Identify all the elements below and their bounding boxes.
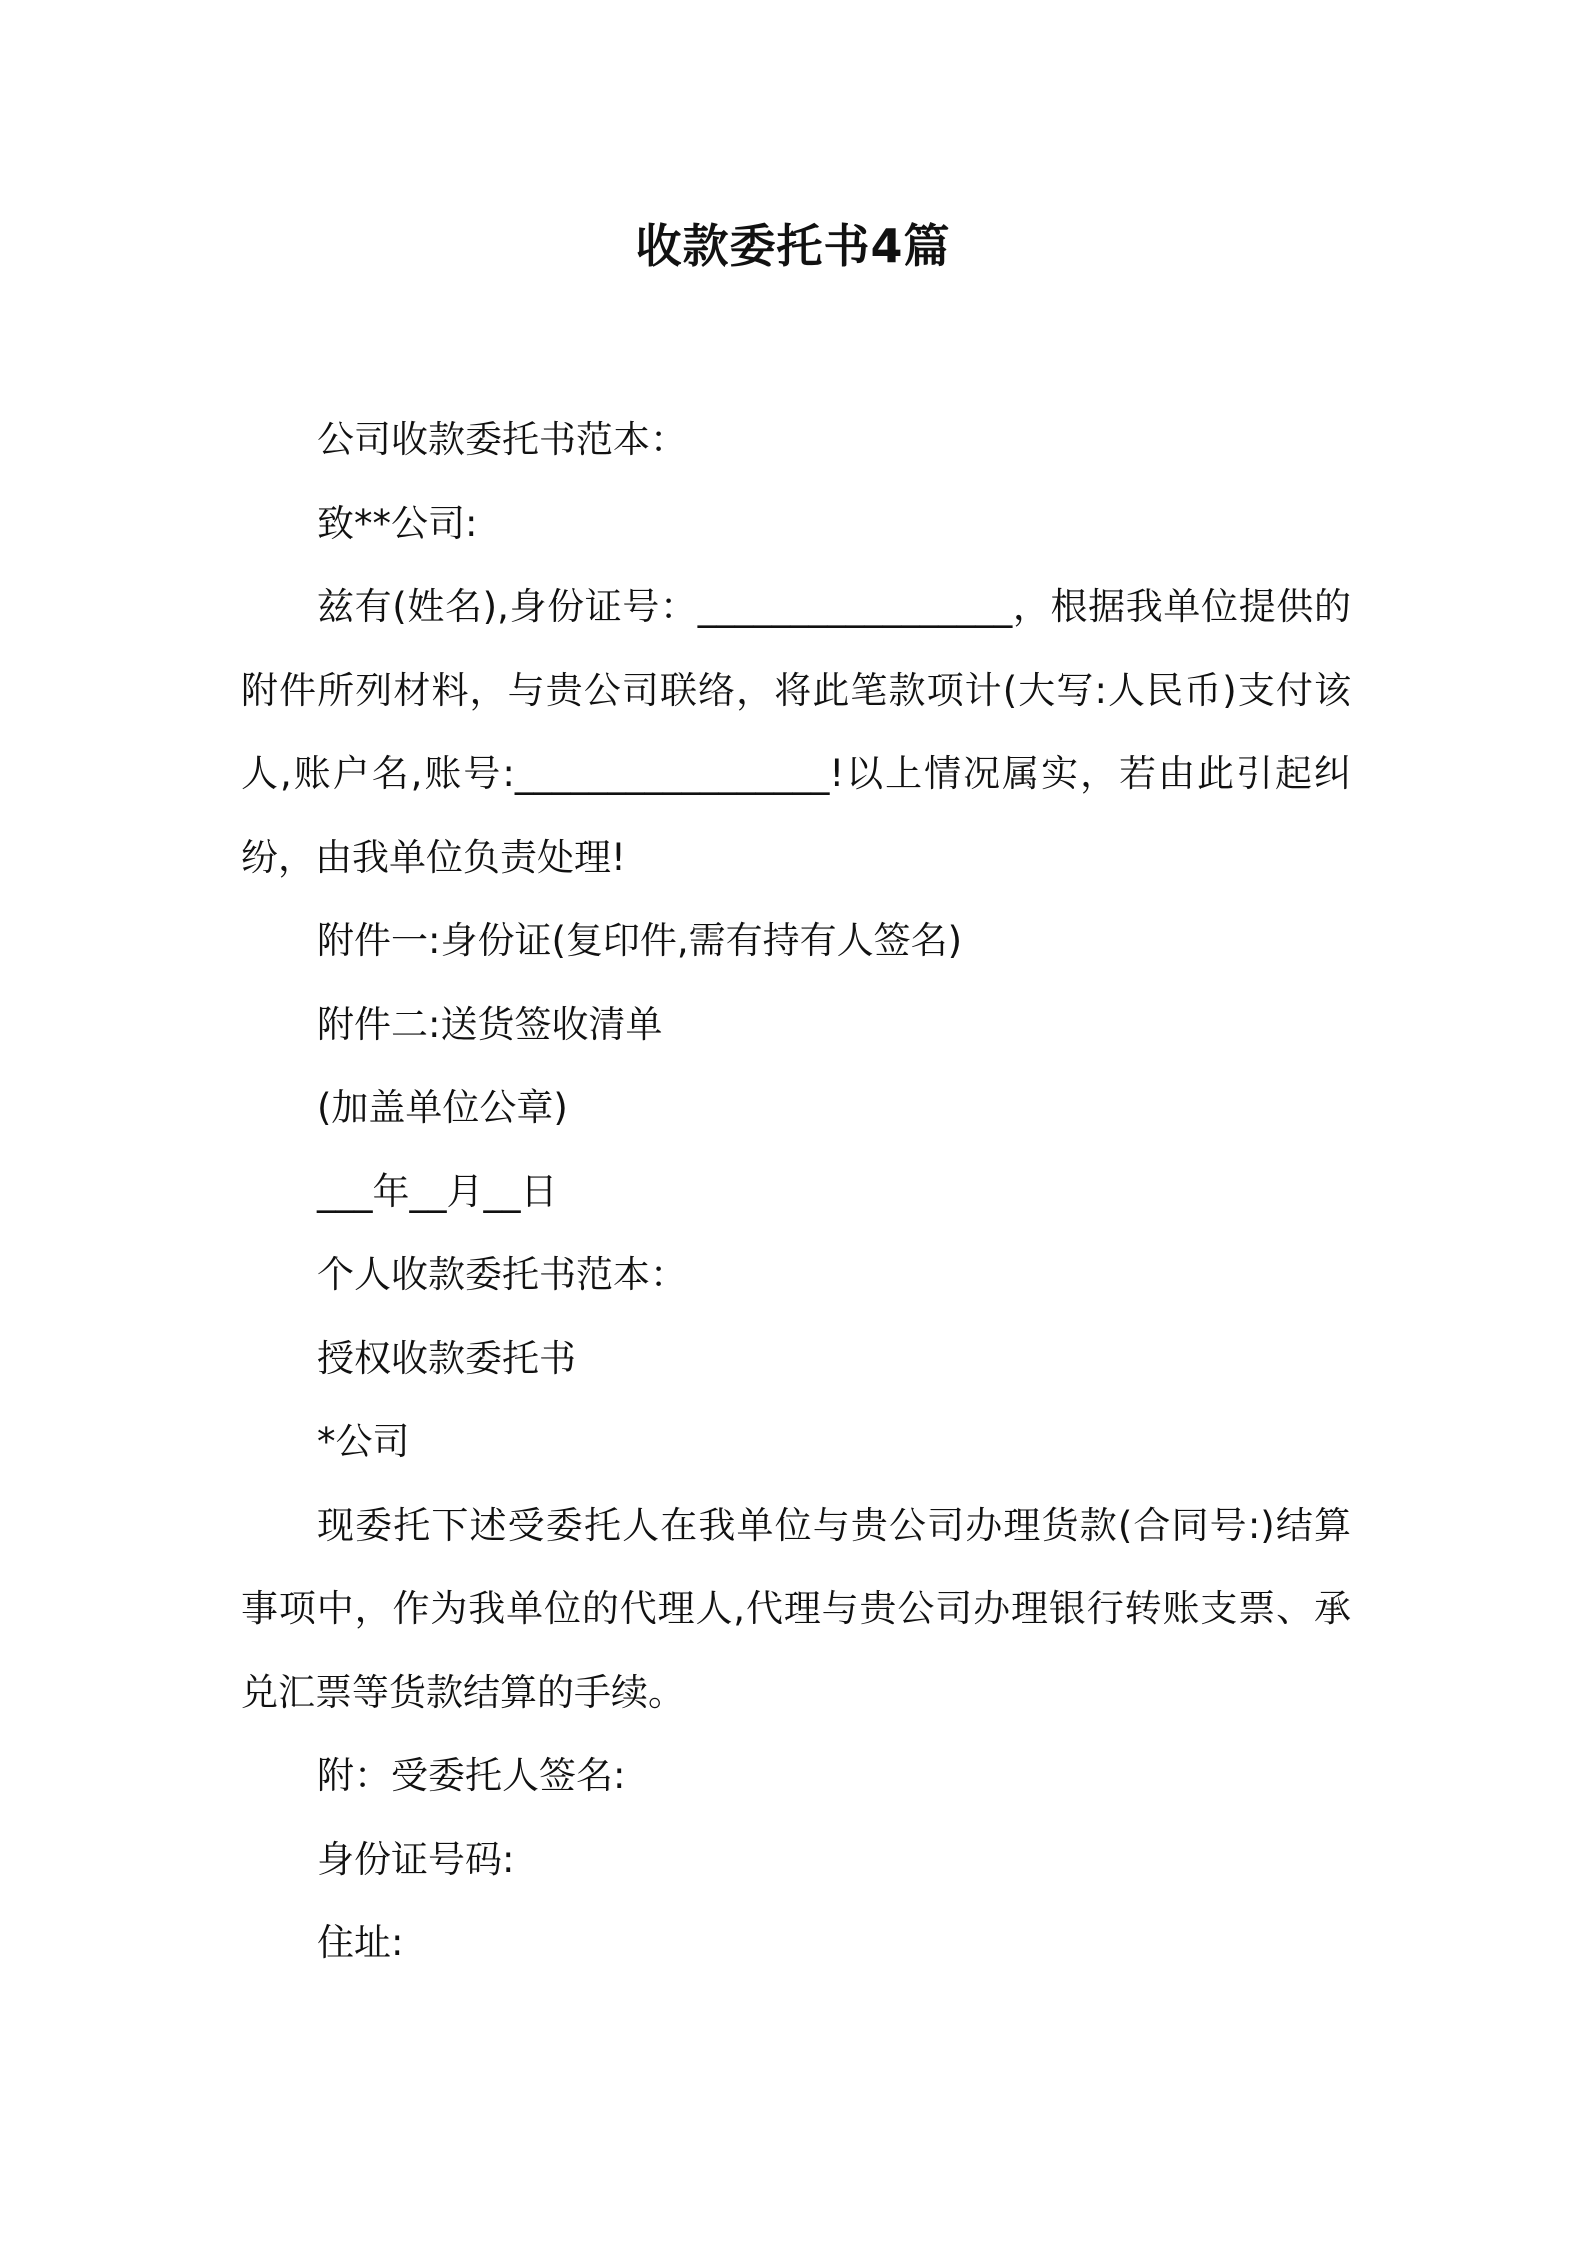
document-title: 收款委托书4篇	[635, 219, 951, 273]
paragraph-id-number-line: 身份证号码:	[317, 1837, 515, 1881]
paragraph-attachment-two: 附件二:送货签收清单	[317, 1002, 663, 1046]
paragraph-delegation-body: 现委托下述受委托人在我单位与贵公司办理货款(合同号:)结算事项中，作为我单位的代理人,代理与贵公司办理银行转账支票、承兑汇票等货款结算的手续。	[241, 1503, 1351, 1714]
paragraph-addressee: 致**公司:	[317, 501, 478, 545]
paragraph-signature-line: 附：受委托人签名:	[317, 1754, 626, 1797]
paragraph-authorization-title: 授权收款委托书	[317, 1336, 576, 1380]
document-body	[241, 398, 1351, 1985]
paragraph-date-line: ___年__月__日	[317, 1169, 558, 1213]
paragraph-authorization-body: 兹有(姓名),身份证号：_________________，根据我单位提供的附件所列材料，与贵公司联络，将此笔款项计(大写:人民币)支付该人,账户名,账号:_________________!以上情况属实，若由此引起纠纷，由我单位负责处理!	[241, 585, 1351, 879]
paragraph-company-seal: (加盖单位公章)	[317, 1086, 568, 1129]
paragraph-address-line: 住址:	[317, 1921, 404, 1964]
paragraph-company-template-heading: 公司收款委托书范本：	[317, 418, 687, 461]
paragraph-attachment-one: 附件一:身份证(复印件,需有持有人签名)	[317, 919, 963, 962]
paragraph-personal-template-heading: 个人收款委托书范本：	[317, 1253, 687, 1296]
paragraph-company-name: *公司	[317, 1420, 410, 1463]
